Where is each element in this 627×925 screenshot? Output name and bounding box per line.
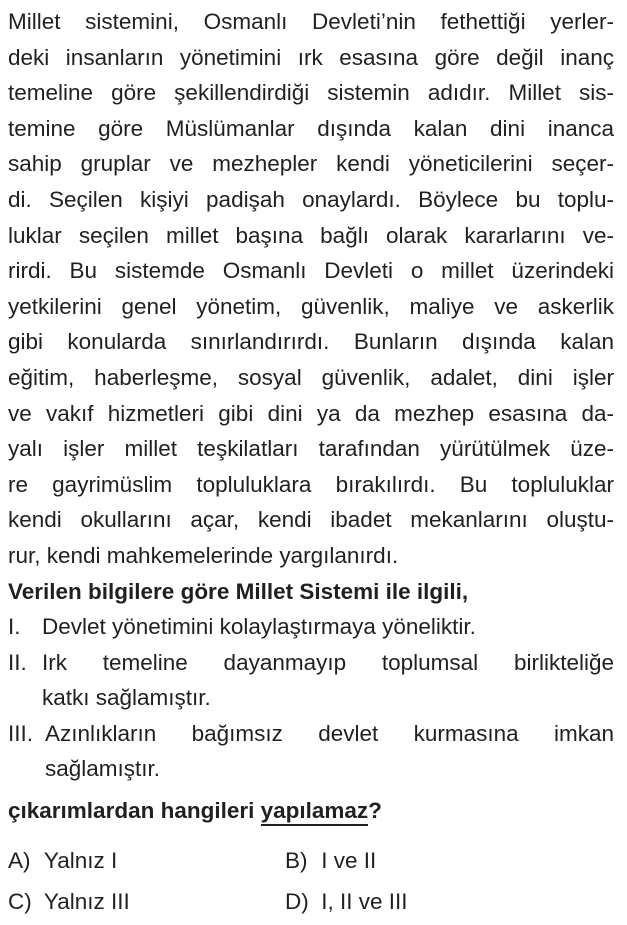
statement-text: sağlamıştır. [45,756,161,782]
passage-line: luklar seçilen millet başına bağlı olarak kararlarını ve- [8,222,614,248]
option-letter: A) [8,847,31,873]
passage-line: re gayrimüslim topluluklara bırakılırdı. Bu topluluklar [8,471,614,497]
passage-line: di. Seçilen kişiyi padişah onaylardı. Böylece bu toplu- [8,186,614,212]
option-d[interactable] [285,884,562,925]
passage-line: yetkilerini genel yönetim, güvenlik, maliye ve askerlik [8,293,614,319]
statement-list [8,609,614,787]
question-prompt-prefix: çıkarımlardan hangileri [8,798,261,824]
option-text: I, II ve III [321,888,408,914]
statement-item [8,716,614,787]
option-text: Yalnız I [43,847,118,873]
question-page [8,4,614,925]
option-text: I ve II [321,847,377,873]
option-letter: C) [8,888,32,914]
statement-text: katkı sağlamıştır. [42,685,211,711]
passage-line: yalı işler millet teşkilatları tarafından yürütülmek üze- [8,436,614,462]
statement-number: III. [8,720,34,746]
question-emphasis: yapılamaz [261,798,369,826]
passage-line: deki insanların yönetimini ırk esasına göre değil inanç [8,44,614,70]
passage-line: rur, kendi mahkemelerinde yargılanırdı. [8,542,399,568]
passage-line: temeline göre şekillendirdiği sistemin adıdır. Millet sis- [8,80,614,106]
option-text: Yalnız III [43,888,130,914]
statement-number: II. [8,649,27,675]
statement-item [8,609,614,645]
statement-text: Azınlıkların bağımsız devlet kurmasına imkan [45,720,614,746]
question-prompt-suffix: ? [368,798,382,824]
passage-line: eğitim, haberleşme, sosyal güvenlik, adalet, dini işler [8,364,614,390]
passage-line: kendi okullarını açar, kendi ibadet mekanlarını oluştu- [8,507,614,533]
statement-text: Devlet yönetimini kolaylaştırmaya yöneliktir. [42,614,476,640]
passage [8,4,614,574]
option-letter: B) [285,847,308,873]
statement-number: I. [8,614,21,640]
statement-text: Irk temeline dayanmayıp toplumsal birlikteliğe [42,649,614,675]
option-a[interactable] [8,843,285,884]
passage-line: temine göre Müslümanlar dışında kalan dini inanca [8,115,614,141]
passage-line: sahip gruplar ve mezhepler kendi yöneticilerini seçer- [8,151,614,177]
answer-options [8,843,614,925]
passage-line: gibi konularda sınırlandırırdı. Bunların dışında kalan [8,329,614,355]
passage-line: Millet sistemini, Osmanlı Devleti’nin fethettiği yerler- [8,9,614,34]
passage-line: rirdi. Bu sistemde Osmanlı Devleti o millet üzerindeki [8,258,614,284]
question-prompt [8,793,614,829]
option-b[interactable] [285,843,562,884]
passage-line: ve vakıf hizmetleri gibi dini ya da mezhep esasına da- [8,400,614,426]
option-letter: D) [285,888,309,914]
question-stem: Verilen bilgilere göre Millet Sistemi ile ilgili, [8,578,469,604]
statement-item [8,645,614,716]
option-c[interactable] [8,884,285,925]
